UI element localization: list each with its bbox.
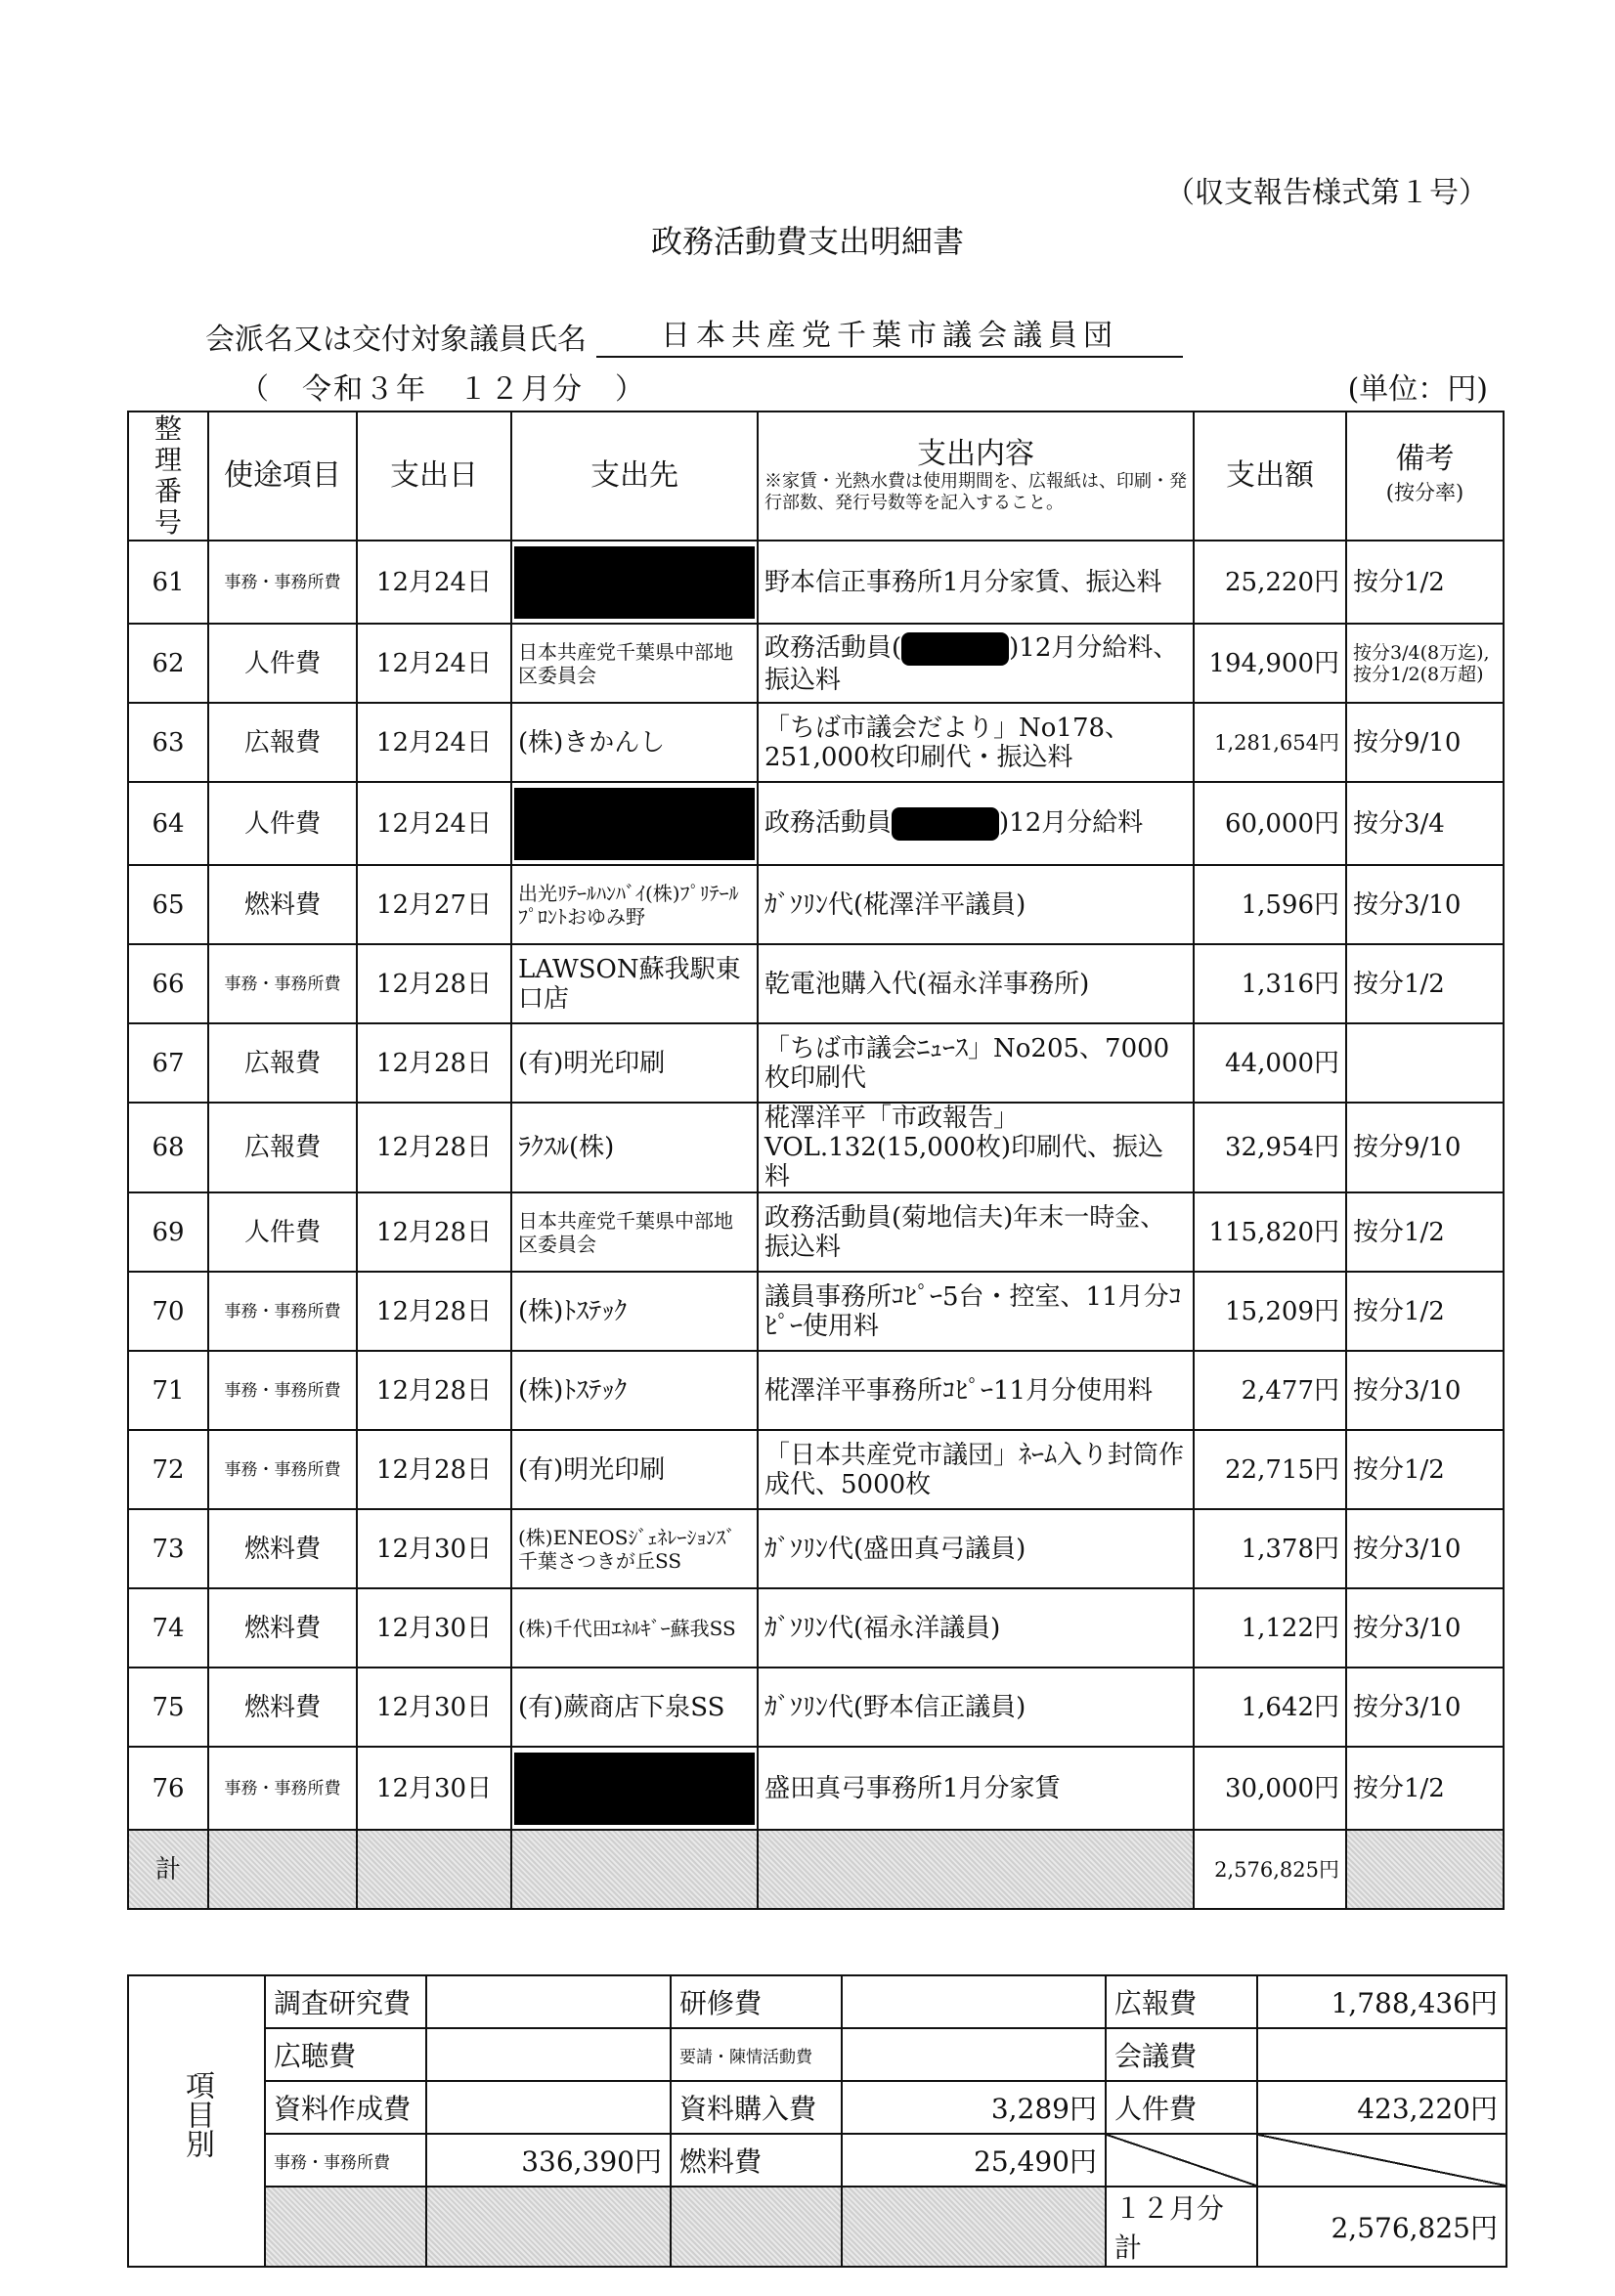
summary-hearing-value xyxy=(426,2028,671,2081)
total-shade xyxy=(1346,1830,1504,1909)
table-row xyxy=(128,1430,1504,1509)
row-number: 68 xyxy=(128,1103,208,1192)
row-remarks: 按分3/10 xyxy=(1346,1509,1504,1588)
row-category: 事務・事務所費 xyxy=(208,541,357,624)
row-remarks: 按分3/4(8万迄),按分1/2(8万超) xyxy=(1346,624,1504,703)
row-payee: LAWSON蘇我駅東口店 xyxy=(511,944,758,1023)
row-payee: (有)蕨商店下泉SS xyxy=(511,1668,758,1747)
table-row xyxy=(128,865,1504,944)
row-content: 椛澤洋平事務所ｺﾋﾟｰ11月分使用料 xyxy=(758,1351,1194,1430)
total-shade xyxy=(208,1830,357,1909)
summary-docs-make-label: 資料作成費 xyxy=(265,2081,426,2134)
row-category: 燃料費 xyxy=(208,865,357,944)
table-row xyxy=(128,1351,1504,1430)
summary-training-label: 研修費 xyxy=(671,1975,842,2028)
row-content: 「日本共産党市議団」ﾈｰﾑ入り封筒作成代、5000枚 xyxy=(758,1430,1194,1509)
row-content: 椛澤洋平「市政報告」VOL.132(15,000枚)印刷代、振込料 xyxy=(758,1103,1194,1192)
row-date: 12月28日 xyxy=(357,1430,511,1509)
header-date: 支出日 xyxy=(357,412,511,541)
table-row xyxy=(128,541,1504,624)
row-remarks: 按分3/10 xyxy=(1346,1668,1504,1747)
row-category: 事務・事務所費 xyxy=(208,1747,357,1830)
row-date: 12月28日 xyxy=(357,1272,511,1351)
row-category: 人件費 xyxy=(208,1192,357,1272)
summary-research-value xyxy=(426,1975,671,2028)
table-row xyxy=(128,1588,1504,1668)
row-remarks: 按分1/2 xyxy=(1346,1272,1504,1351)
row-number: 70 xyxy=(128,1272,208,1351)
row-date: 12月27日 xyxy=(357,865,511,944)
row-content: 盛田真弓事務所1月分家賃 xyxy=(758,1747,1194,1830)
row-category: 人件費 xyxy=(208,624,357,703)
summary-research-label: 調査研究費 xyxy=(265,1975,426,2028)
row-payee: 日本共産党千葉県中部地区委員会 xyxy=(511,1192,758,1272)
row-remarks: 按分3/10 xyxy=(1346,865,1504,944)
total-shade xyxy=(357,1830,511,1909)
row-category: 事務・事務所費 xyxy=(208,944,357,1023)
row-payee: (株)千代田ｴﾈﾙｷﾞｰ蘇我SS xyxy=(511,1588,758,1668)
row-date: 12月28日 xyxy=(357,1351,511,1430)
row-category: 広報費 xyxy=(208,1023,357,1103)
table-row xyxy=(128,1023,1504,1103)
row-amount: 1,642円 xyxy=(1194,1668,1346,1747)
row-date: 12月30日 xyxy=(357,1588,511,1668)
row-category: 広報費 xyxy=(208,703,357,782)
total-amount: 2,576,825円 xyxy=(1194,1830,1346,1909)
category-summary-table xyxy=(127,1974,1507,2268)
document-title: 政務活動費支出明細書 xyxy=(650,223,964,260)
row-content: 政務活動員(菊地信夫)年末一時金、振込料 xyxy=(758,1192,1194,1272)
row-amount: 15,209円 xyxy=(1194,1272,1346,1351)
summary-pr-label: 広報費 xyxy=(1106,1975,1257,2028)
header-remarks-title: 備考 xyxy=(1395,442,1455,476)
row-payee: (有)明光印刷 xyxy=(511,1023,758,1103)
header-amount: 支出額 xyxy=(1194,412,1346,541)
table-row xyxy=(128,1192,1504,1272)
row-amount: 115,820円 xyxy=(1194,1192,1346,1272)
row-date: 12月24日 xyxy=(357,624,511,703)
row-payee-redacted xyxy=(511,541,758,624)
row-content-post: )12月分給料、振込料 xyxy=(764,632,1179,695)
row-remarks: 按分1/2 xyxy=(1346,1747,1504,1830)
summary-month-total-label: １２月分計 xyxy=(1106,2187,1257,2267)
total-row xyxy=(128,1830,1504,1909)
row-number: 65 xyxy=(128,865,208,944)
row-number: 75 xyxy=(128,1668,208,1747)
row-content-post: )12月分給料 xyxy=(999,807,1144,838)
row-content: ｶﾞｿﾘﾝ代(盛田真弓議員) xyxy=(758,1509,1194,1588)
header-payee: 支出先 xyxy=(511,412,758,541)
row-amount: 1,596円 xyxy=(1194,865,1346,944)
row-number: 64 xyxy=(128,782,208,865)
row-date: 12月30日 xyxy=(357,1509,511,1588)
row-category: 人件費 xyxy=(208,782,357,865)
summary-personnel-value: 423,220円 xyxy=(1257,2081,1506,2134)
table-header-row xyxy=(128,412,1504,541)
row-date: 12月28日 xyxy=(357,1192,511,1272)
summary-side-label xyxy=(128,1975,265,2267)
row-amount: 32,954円 xyxy=(1194,1103,1346,1192)
row-date: 12月30日 xyxy=(357,1668,511,1747)
expense-table xyxy=(127,411,1505,1910)
table-row xyxy=(128,782,1504,865)
table-row xyxy=(128,1668,1504,1747)
summary-blank-diagonal xyxy=(1257,2134,1506,2187)
row-amount: 44,000円 xyxy=(1194,1023,1346,1103)
row-number: 69 xyxy=(128,1192,208,1272)
faction-row xyxy=(205,311,1183,358)
summary-office-value: 336,390円 xyxy=(426,2134,671,2187)
row-content-pre: 政務活動員 xyxy=(764,807,893,838)
row-remarks: 按分1/2 xyxy=(1346,1430,1504,1509)
row-amount: 1,281,654円 xyxy=(1194,703,1346,782)
total-shade xyxy=(511,1830,758,1909)
row-date: 12月24日 xyxy=(357,541,511,624)
row-content: 乾電池購入代(福永洋事務所) xyxy=(758,944,1194,1023)
row-date: 12月24日 xyxy=(357,703,511,782)
unit-label: (単位：円) xyxy=(1347,372,1488,407)
table-row xyxy=(128,624,1504,703)
row-payee-redacted xyxy=(511,782,758,865)
summary-shade xyxy=(265,2187,426,2267)
row-remarks: 按分3/10 xyxy=(1346,1351,1504,1430)
row-category: 事務・事務所費 xyxy=(208,1272,357,1351)
row-amount: 1,378円 xyxy=(1194,1509,1346,1588)
row-payee: ﾗｸｽﾙ(株) xyxy=(511,1103,758,1192)
summary-petition-value xyxy=(842,2028,1106,2081)
row-content xyxy=(758,782,1194,865)
row-content: 野本信正事務所1月分家賃、振込料 xyxy=(758,541,1194,624)
summary-pr-value: 1,788,436円 xyxy=(1257,1975,1506,2028)
row-number: 71 xyxy=(128,1351,208,1430)
summary-docs-buy-value: 3,289円 xyxy=(842,2081,1106,2134)
row-category: 燃料費 xyxy=(208,1668,357,1747)
row-content: ｶﾞｿﾘﾝ代(野本信正議員) xyxy=(758,1668,1194,1747)
summary-docs-make-value xyxy=(426,2081,671,2134)
row-remarks xyxy=(1346,1023,1504,1103)
header-content-title: 支出内容 xyxy=(917,437,1034,471)
summary-training-value xyxy=(842,1975,1106,2028)
redaction-block xyxy=(514,546,755,619)
header-content-note: ※家賃・光熱水費は使用期間を、広報紙は、印刷・発行部数、発行号数等を記入すること。 xyxy=(764,471,1187,513)
row-payee: 日本共産党千葉県中部地区委員会 xyxy=(511,624,758,703)
row-content: 「ちば市議会だより」No178、251,000枚印刷代・振込料 xyxy=(758,703,1194,782)
header-remarks xyxy=(1346,412,1504,541)
faction-label: 会派名又は交付対象議員氏名 xyxy=(205,323,587,357)
summary-shade xyxy=(671,2187,842,2267)
summary-fuel-value: 25,490円 xyxy=(842,2134,1106,2187)
row-date: 12月30日 xyxy=(357,1747,511,1830)
summary-side-text: 項目別 xyxy=(180,2070,214,2158)
row-number: 73 xyxy=(128,1509,208,1588)
form-number: （収支報告様式第１号） xyxy=(1165,176,1488,210)
redaction-block xyxy=(892,807,999,841)
table-row xyxy=(128,1272,1504,1351)
table-row xyxy=(128,1103,1504,1192)
summary-month-total-value: 2,576,825円 xyxy=(1257,2187,1506,2267)
row-payee-redacted xyxy=(511,1747,758,1830)
row-number: 63 xyxy=(128,703,208,782)
row-number: 72 xyxy=(128,1430,208,1509)
table-row xyxy=(128,944,1504,1023)
row-number: 74 xyxy=(128,1588,208,1668)
table-row xyxy=(128,703,1504,782)
row-date: 12月28日 xyxy=(357,944,511,1023)
header-category: 使途項目 xyxy=(208,412,357,541)
row-content: 「ちば市議会ﾆｭｰｽ」No205、7000枚印刷代 xyxy=(758,1023,1194,1103)
table-row xyxy=(128,1509,1504,1588)
row-content: 議員事務所ｺﾋﾟｰ5台・控室、11月分ｺﾋﾟｰ使用料 xyxy=(758,1272,1194,1351)
header-content xyxy=(758,412,1194,541)
summary-personnel-label: 人件費 xyxy=(1106,2081,1257,2134)
row-content xyxy=(758,624,1194,703)
row-payee: (株)ﾄｽﾃｯｸ xyxy=(511,1272,758,1351)
row-payee: (株)ENEOSｼﾞｪﾈﾚｰｼｮﾝｽﾞ千葉さつきが丘SS xyxy=(511,1509,758,1588)
row-category: 燃料費 xyxy=(208,1588,357,1668)
row-number: 61 xyxy=(128,541,208,624)
row-amount: 22,715円 xyxy=(1194,1430,1346,1509)
row-remarks: 按分1/2 xyxy=(1346,541,1504,624)
header-remarks-sub: (按分率) xyxy=(1385,481,1464,504)
summary-fuel-label: 燃料費 xyxy=(671,2134,842,2187)
row-date: 12月24日 xyxy=(357,782,511,865)
row-amount: 2,477円 xyxy=(1194,1351,1346,1430)
summary-hearing-label: 広聴費 xyxy=(265,2028,426,2081)
summary-meeting-label: 会議費 xyxy=(1106,2028,1257,2081)
row-category: 事務・事務所費 xyxy=(208,1351,357,1430)
row-content: ｶﾞｿﾘﾝ代(椛澤洋平議員) xyxy=(758,865,1194,944)
total-shade xyxy=(758,1830,1194,1909)
row-amount: 30,000円 xyxy=(1194,1747,1346,1830)
summary-petition-label: 要請・陳情活動費 xyxy=(671,2028,842,2081)
faction-name: 日本共産党千葉市議会議員団 xyxy=(596,311,1183,358)
row-remarks: 按分9/10 xyxy=(1346,1103,1504,1192)
row-category: 事務・事務所費 xyxy=(208,1430,357,1509)
row-content: ｶﾞｿﾘﾝ代(福永洋議員) xyxy=(758,1588,1194,1668)
row-payee: (株)きかんし xyxy=(511,703,758,782)
row-amount: 60,000円 xyxy=(1194,782,1346,865)
redaction-block xyxy=(514,1753,755,1825)
header-no: 整理番号 xyxy=(128,412,208,541)
row-date: 12月28日 xyxy=(357,1103,511,1192)
row-category: 燃料費 xyxy=(208,1509,357,1588)
summary-docs-buy-label: 資料購入費 xyxy=(671,2081,842,2134)
row-number: 76 xyxy=(128,1747,208,1830)
row-number: 67 xyxy=(128,1023,208,1103)
row-amount: 194,900円 xyxy=(1194,624,1346,703)
period: （ 令和３年 １２月分 ） xyxy=(240,372,646,407)
row-date: 12月28日 xyxy=(357,1023,511,1103)
row-amount: 1,316円 xyxy=(1194,944,1346,1023)
summary-shade xyxy=(842,2187,1106,2267)
row-payee: (株)ﾄｽﾃｯｸ xyxy=(511,1351,758,1430)
summary-meeting-value xyxy=(1257,2028,1506,2081)
row-remarks: 按分9/10 xyxy=(1346,703,1504,782)
redaction-block xyxy=(901,632,1009,666)
row-remarks: 按分3/10 xyxy=(1346,1588,1504,1668)
summary-office-label: 事務・事務所費 xyxy=(265,2134,426,2187)
row-amount: 25,220円 xyxy=(1194,541,1346,624)
total-label: 計 xyxy=(128,1830,208,1909)
redaction-block xyxy=(514,788,755,860)
row-payee: (有)明光印刷 xyxy=(511,1430,758,1509)
row-remarks: 按分1/2 xyxy=(1346,1192,1504,1272)
table-row xyxy=(128,1747,1504,1830)
row-content-pre: 政務活動員( xyxy=(764,632,902,663)
row-category: 広報費 xyxy=(208,1103,357,1192)
row-number: 62 xyxy=(128,624,208,703)
row-remarks: 按分3/4 xyxy=(1346,782,1504,865)
summary-blank-diagonal xyxy=(1106,2134,1257,2187)
row-remarks: 按分1/2 xyxy=(1346,944,1504,1023)
row-number: 66 xyxy=(128,944,208,1023)
summary-shade xyxy=(426,2187,671,2267)
row-amount: 1,122円 xyxy=(1194,1588,1346,1668)
row-payee: 出光ﾘﾃｰﾙﾊﾝﾊﾞｲ(株)ﾌﾟﾘﾃｰﾙﾌﾟﾛﾝﾄおゆみ野 xyxy=(511,865,758,944)
